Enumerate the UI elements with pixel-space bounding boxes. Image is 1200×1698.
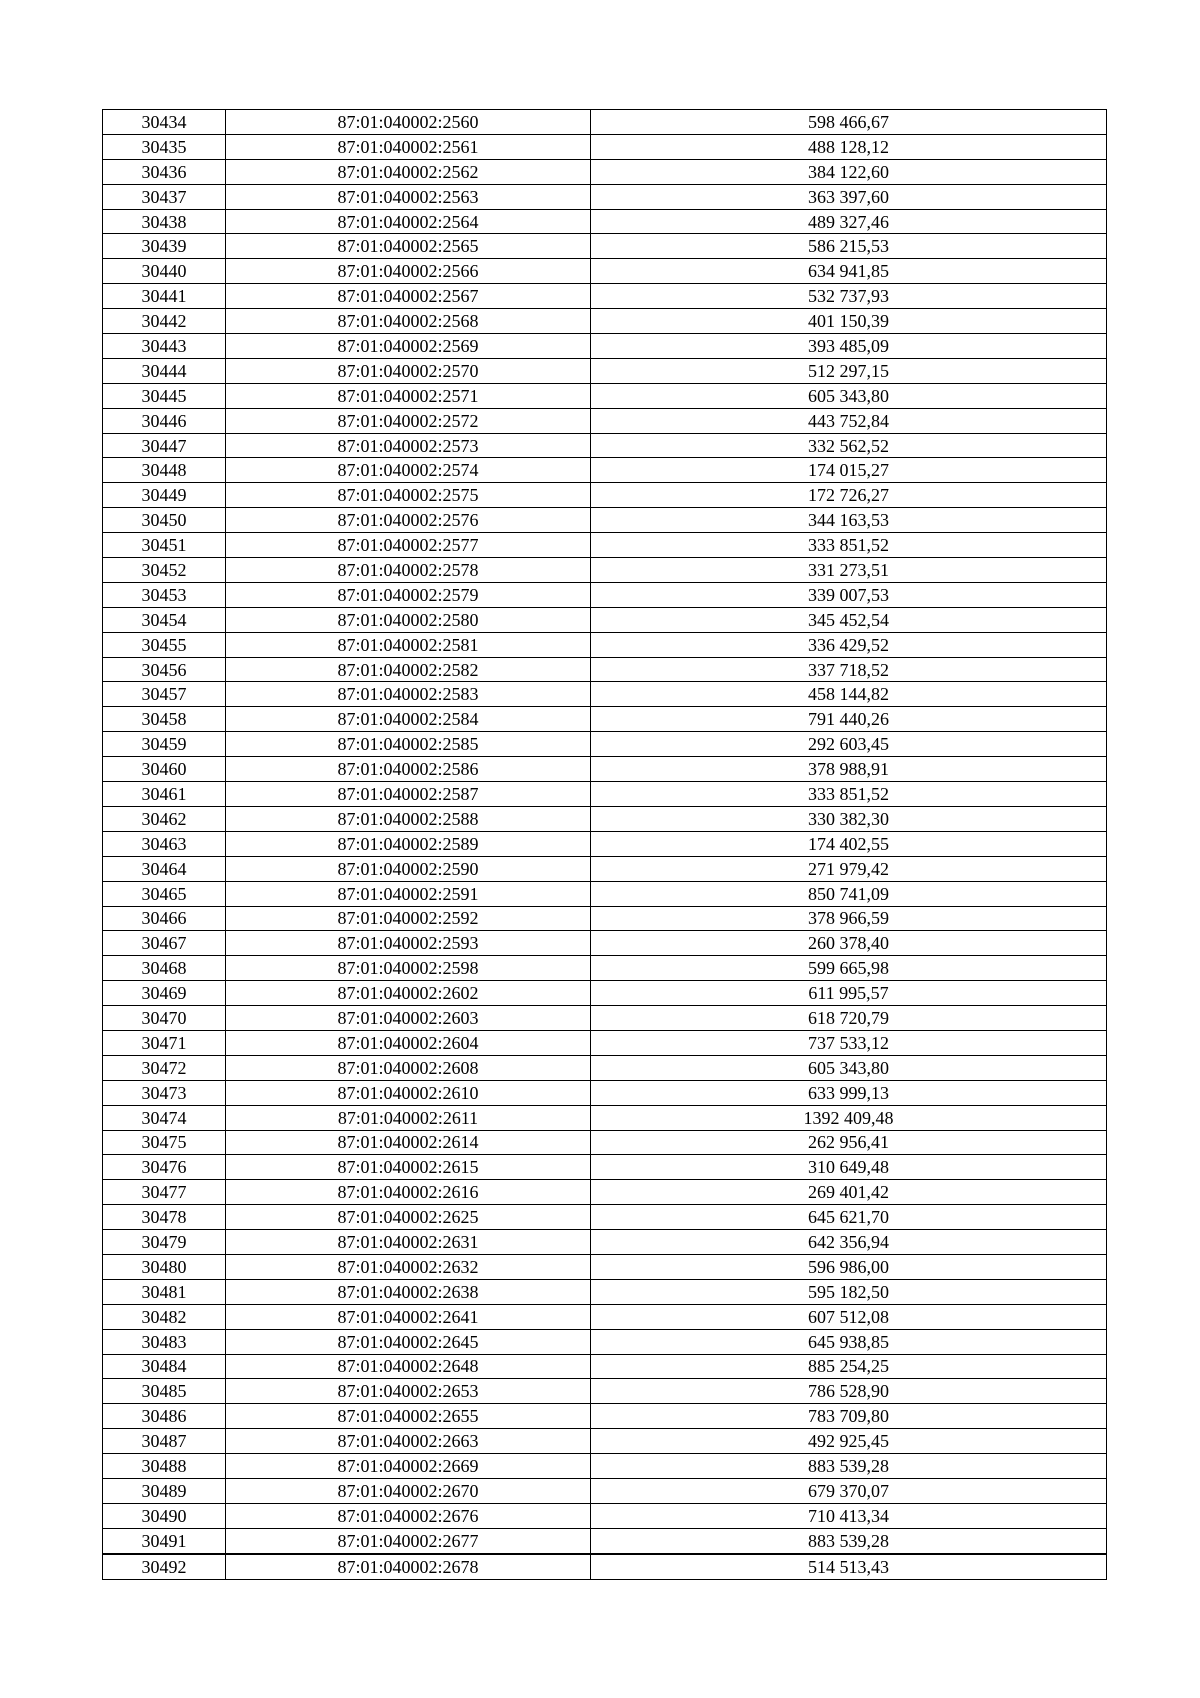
table-row [103,1454,1107,1479]
row-number-cell: 30481 [103,1279,226,1304]
value-cell: 1392 409,48 [591,1105,1107,1130]
row-number-cell: 30456 [103,657,226,682]
row-number-cell: 30468 [103,956,226,981]
value-cell: 532 737,93 [591,284,1107,309]
cadastral-number-cell: 87:01:040002:2585 [226,732,591,757]
table-row [103,458,1107,483]
value-cell: 492 925,45 [591,1429,1107,1454]
table-row [103,1304,1107,1329]
value-cell: 174 402,55 [591,831,1107,856]
value-cell: 883 539,28 [591,1454,1107,1479]
value-cell: 595 182,50 [591,1279,1107,1304]
row-number-cell: 30488 [103,1454,226,1479]
cadastral-number-cell: 87:01:040002:2670 [226,1478,591,1503]
row-number-cell: 30480 [103,1254,226,1279]
cadastral-number-cell: 87:01:040002:2598 [226,956,591,981]
value-cell: 331 273,51 [591,558,1107,583]
table-row [103,1429,1107,1454]
value-cell: 310 649,48 [591,1155,1107,1180]
table-row [103,1105,1107,1130]
row-number-cell: 30471 [103,1030,226,1055]
cadastral-number-cell: 87:01:040002:2577 [226,533,591,558]
value-cell: 271 979,42 [591,856,1107,881]
cadastral-number-cell: 87:01:040002:2584 [226,707,591,732]
table-row [103,831,1107,856]
row-number-cell: 30459 [103,732,226,757]
row-number-cell: 30465 [103,881,226,906]
table-row [103,632,1107,657]
value-cell: 883 539,28 [591,1528,1107,1553]
row-number-cell: 30444 [103,358,226,383]
row-number-cell: 30478 [103,1205,226,1230]
table-row [103,682,1107,707]
table-row [103,881,1107,906]
cadastral-number-cell: 87:01:040002:2616 [226,1180,591,1205]
table-row [103,1055,1107,1080]
row-number-cell: 30447 [103,433,226,458]
value-cell: 489 327,46 [591,209,1107,234]
table-row [103,134,1107,159]
value-cell: 783 709,80 [591,1404,1107,1429]
cadastral-number-cell: 87:01:040002:2625 [226,1205,591,1230]
cadastral-number-cell: 87:01:040002:2580 [226,607,591,632]
value-cell: 514 513,43 [591,1554,1107,1579]
row-number-cell: 30479 [103,1230,226,1255]
value-cell: 885 254,25 [591,1354,1107,1379]
row-number-cell: 30434 [103,110,226,135]
value-cell: 633 999,13 [591,1080,1107,1105]
value-cell: 618 720,79 [591,1006,1107,1031]
table-row [103,508,1107,533]
cadastral-number-cell: 87:01:040002:2573 [226,433,591,458]
table-row [103,1354,1107,1379]
row-number-cell: 30450 [103,508,226,533]
value-cell: 393 485,09 [591,334,1107,359]
row-number-cell: 30448 [103,458,226,483]
cadastral-number-cell: 87:01:040002:2568 [226,309,591,334]
value-cell: 605 343,80 [591,1055,1107,1080]
row-number-cell: 30437 [103,184,226,209]
row-number-cell: 30474 [103,1105,226,1130]
cadastral-number-cell: 87:01:040002:2655 [226,1404,591,1429]
cadastral-number-cell: 87:01:040002:2677 [226,1528,591,1553]
cadastral-number-cell: 87:01:040002:2569 [226,334,591,359]
cadastral-number-cell: 87:01:040002:2663 [226,1429,591,1454]
table-row [103,806,1107,831]
row-number-cell: 30457 [103,682,226,707]
row-number-cell: 30438 [103,209,226,234]
table-row [103,956,1107,981]
value-cell: 605 343,80 [591,383,1107,408]
cadastral-number-cell: 87:01:040002:2588 [226,806,591,831]
value-cell: 599 665,98 [591,956,1107,981]
row-number-cell: 30455 [103,632,226,657]
row-number-cell: 30441 [103,284,226,309]
value-cell: 786 528,90 [591,1379,1107,1404]
value-cell: 384 122,60 [591,159,1107,184]
table-row [103,1329,1107,1354]
row-number-cell: 30460 [103,757,226,782]
row-number-cell: 30472 [103,1055,226,1080]
value-cell: 850 741,09 [591,881,1107,906]
row-number-cell: 30451 [103,533,226,558]
cadastral-number-cell: 87:01:040002:2570 [226,358,591,383]
cadastral-number-cell: 87:01:040002:2579 [226,582,591,607]
value-cell: 443 752,84 [591,408,1107,433]
cadastral-number-cell: 87:01:040002:2564 [226,209,591,234]
table-row [103,259,1107,284]
cadastral-number-cell: 87:01:040002:2603 [226,1006,591,1031]
cadastral-number-cell: 87:01:040002:2631 [226,1230,591,1255]
table-row [103,931,1107,956]
table-row [103,906,1107,931]
table-row [103,707,1107,732]
cadastral-number-cell: 87:01:040002:2589 [226,831,591,856]
row-number-cell: 30458 [103,707,226,732]
table-row [103,1205,1107,1230]
row-number-cell: 30482 [103,1304,226,1329]
value-cell: 262 956,41 [591,1130,1107,1155]
cadastral-number-cell: 87:01:040002:2586 [226,757,591,782]
table-row [103,433,1107,458]
table-row [103,607,1107,632]
row-number-cell: 30484 [103,1354,226,1379]
cadastral-number-cell: 87:01:040002:2582 [226,657,591,682]
value-cell: 645 621,70 [591,1205,1107,1230]
row-number-cell: 30462 [103,806,226,831]
value-cell: 737 533,12 [591,1030,1107,1055]
table-row [103,732,1107,757]
value-cell: 345 452,54 [591,607,1107,632]
value-cell: 679 370,07 [591,1478,1107,1503]
cadastral-number-cell: 87:01:040002:2676 [226,1503,591,1528]
cadastral-number-cell: 87:01:040002:2602 [226,981,591,1006]
row-number-cell: 30449 [103,483,226,508]
row-number-cell: 30443 [103,334,226,359]
cadastral-number-cell: 87:01:040002:2567 [226,284,591,309]
table-row [103,1030,1107,1055]
table-row [103,383,1107,408]
table-row [103,1080,1107,1105]
value-cell: 596 986,00 [591,1254,1107,1279]
cadastral-number-cell: 87:01:040002:2610 [226,1080,591,1105]
row-number-cell: 30477 [103,1180,226,1205]
row-number-cell: 30442 [103,309,226,334]
table-row [103,1478,1107,1503]
value-cell: 344 163,53 [591,508,1107,533]
row-number-cell: 30491 [103,1528,226,1553]
table-row [103,309,1107,334]
value-cell: 378 966,59 [591,906,1107,931]
cadastral-number-cell: 87:01:040002:2641 [226,1304,591,1329]
cadastral-number-cell: 87:01:040002:2669 [226,1454,591,1479]
value-cell: 488 128,12 [591,134,1107,159]
value-cell: 292 603,45 [591,732,1107,757]
cadastral-number-cell: 87:01:040002:2578 [226,558,591,583]
cadastral-number-cell: 87:01:040002:2571 [226,383,591,408]
cadastral-number-cell: 87:01:040002:2566 [226,259,591,284]
table-row [103,1503,1107,1528]
value-cell: 174 015,27 [591,458,1107,483]
value-cell: 586 215,53 [591,234,1107,259]
row-number-cell: 30446 [103,408,226,433]
value-cell: 337 718,52 [591,657,1107,682]
cadastral-number-cell: 87:01:040002:2572 [226,408,591,433]
table-row [103,234,1107,259]
row-number-cell: 30464 [103,856,226,881]
cadastral-number-cell: 87:01:040002:2614 [226,1130,591,1155]
table-row [103,358,1107,383]
value-cell: 269 401,42 [591,1180,1107,1205]
cadastral-number-cell: 87:01:040002:2562 [226,159,591,184]
value-cell: 378 988,91 [591,757,1107,782]
table-body [103,110,1107,1580]
row-number-cell: 30436 [103,159,226,184]
cadastral-number-cell: 87:01:040002:2678 [226,1554,591,1579]
value-cell: 401 150,39 [591,309,1107,334]
table-row [103,1230,1107,1255]
value-cell: 172 726,27 [591,483,1107,508]
cadastral-number-cell: 87:01:040002:2576 [226,508,591,533]
row-number-cell: 30435 [103,134,226,159]
table-row [103,1180,1107,1205]
row-number-cell: 30470 [103,1006,226,1031]
row-number-cell: 30473 [103,1080,226,1105]
table-row [103,757,1107,782]
cadastral-number-cell: 87:01:040002:2560 [226,110,591,135]
cadastral-number-cell: 87:01:040002:2583 [226,682,591,707]
row-number-cell: 30463 [103,831,226,856]
row-number-cell: 30486 [103,1404,226,1429]
cadastral-number-cell: 87:01:040002:2611 [226,1105,591,1130]
cadastral-number-cell: 87:01:040002:2593 [226,931,591,956]
value-cell: 458 144,82 [591,682,1107,707]
cadastral-number-cell: 87:01:040002:2638 [226,1279,591,1304]
table-row [103,1006,1107,1031]
table-row [103,334,1107,359]
cadastral-number-cell: 87:01:040002:2648 [226,1354,591,1379]
row-number-cell: 30461 [103,782,226,807]
table-row [103,782,1107,807]
table-row [103,1528,1107,1553]
value-cell: 598 466,67 [591,110,1107,135]
row-number-cell: 30440 [103,259,226,284]
value-cell: 332 562,52 [591,433,1107,458]
table-row [103,1155,1107,1180]
row-number-cell: 30467 [103,931,226,956]
row-number-cell: 30445 [103,383,226,408]
value-cell: 607 512,08 [591,1304,1107,1329]
table-row [103,284,1107,309]
cadastral-number-cell: 87:01:040002:2591 [226,881,591,906]
table-row [103,981,1107,1006]
table-row [103,582,1107,607]
value-cell: 333 851,52 [591,533,1107,558]
row-number-cell: 30466 [103,906,226,931]
cadastral-number-cell: 87:01:040002:2561 [226,134,591,159]
table-row [103,1130,1107,1155]
value-cell: 642 356,94 [591,1230,1107,1255]
cadastral-number-cell: 87:01:040002:2574 [226,458,591,483]
table-row [103,1379,1107,1404]
table-row [103,1254,1107,1279]
value-cell: 611 995,57 [591,981,1107,1006]
row-number-cell: 30492 [103,1554,226,1579]
value-cell: 336 429,52 [591,632,1107,657]
row-number-cell: 30439 [103,234,226,259]
cadastral-number-cell: 87:01:040002:2604 [226,1030,591,1055]
value-cell: 634 941,85 [591,259,1107,284]
cadastral-number-cell: 87:01:040002:2587 [226,782,591,807]
table-row [103,209,1107,234]
row-number-cell: 30469 [103,981,226,1006]
cadastral-value-table [102,109,1107,1580]
cadastral-number-cell: 87:01:040002:2581 [226,632,591,657]
table-row [103,856,1107,881]
value-cell: 260 378,40 [591,931,1107,956]
table-row [103,1279,1107,1304]
cadastral-number-cell: 87:01:040002:2575 [226,483,591,508]
row-number-cell: 30476 [103,1155,226,1180]
table-row [103,159,1107,184]
cadastral-number-cell: 87:01:040002:2592 [226,906,591,931]
value-cell: 339 007,53 [591,582,1107,607]
row-number-cell: 30489 [103,1478,226,1503]
cadastral-number-cell: 87:01:040002:2645 [226,1329,591,1354]
row-number-cell: 30454 [103,607,226,632]
table-row [103,184,1107,209]
cadastral-number-cell: 87:01:040002:2632 [226,1254,591,1279]
table-row [103,408,1107,433]
table-row [103,558,1107,583]
table-row [103,533,1107,558]
value-cell: 710 413,34 [591,1503,1107,1528]
value-cell: 791 440,26 [591,707,1107,732]
cadastral-number-cell: 87:01:040002:2653 [226,1379,591,1404]
table-row [103,657,1107,682]
value-cell: 363 397,60 [591,184,1107,209]
table-row [103,1554,1107,1579]
table-row [103,1404,1107,1429]
cadastral-number-cell: 87:01:040002:2590 [226,856,591,881]
row-number-cell: 30453 [103,582,226,607]
row-number-cell: 30490 [103,1503,226,1528]
value-cell: 333 851,52 [591,782,1107,807]
value-cell: 512 297,15 [591,358,1107,383]
value-cell: 645 938,85 [591,1329,1107,1354]
table-row [103,483,1107,508]
cadastral-number-cell: 87:01:040002:2608 [226,1055,591,1080]
cadastral-number-cell: 87:01:040002:2565 [226,234,591,259]
cadastral-number-cell: 87:01:040002:2563 [226,184,591,209]
value-cell: 330 382,30 [591,806,1107,831]
row-number-cell: 30483 [103,1329,226,1354]
row-number-cell: 30452 [103,558,226,583]
table-row [103,110,1107,135]
row-number-cell: 30475 [103,1130,226,1155]
row-number-cell: 30485 [103,1379,226,1404]
cadastral-number-cell: 87:01:040002:2615 [226,1155,591,1180]
row-number-cell: 30487 [103,1429,226,1454]
